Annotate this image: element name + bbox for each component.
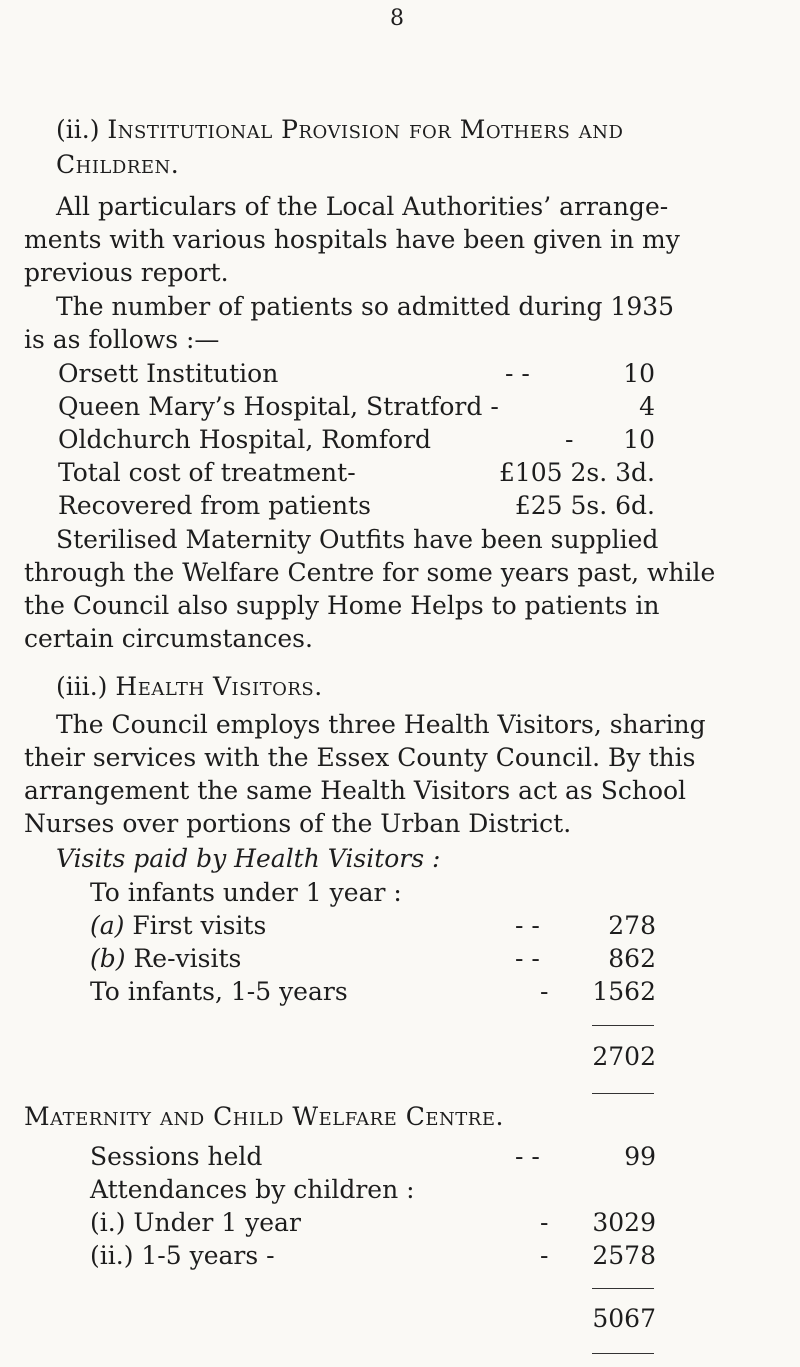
visits-dash: - - [515, 944, 540, 973]
visits-dash: - [540, 977, 549, 1006]
visits-dash: - - [515, 911, 540, 940]
visits-row [90, 909, 266, 943]
paragraph-line: Nurses over portions of the Urban District. [24, 809, 572, 838]
visits-value: 278 [608, 911, 656, 940]
paragraph-line: is as follows :— [24, 325, 220, 354]
sessions-label: Sessions held [90, 1142, 263, 1171]
admission-value: 4 [639, 392, 655, 421]
admission-label: Oldchurch Hospital, Romford [58, 425, 432, 454]
maternity-heading: Maternity and Child Welfare Centre. [24, 1102, 504, 1131]
paragraph-line: The number of patients so admitted during 1935 [56, 292, 675, 321]
visits-value: 862 [608, 944, 656, 973]
section-iii-title: Health Visitors. [115, 672, 323, 701]
visits-label: To infants, 1-5 years [90, 977, 348, 1006]
paragraph-line: previous report. [24, 258, 229, 287]
attendance-value: 3029 [592, 1208, 656, 1237]
paragraph-line: through the Welfare Centre for some years past, while [24, 558, 716, 587]
section-ii-number: (ii.) [56, 115, 100, 144]
paragraph-line: arrangement the same Health Visitors act as School [24, 776, 687, 805]
visits-row [90, 942, 241, 976]
paragraph-line: their services with the Essex County Council. By this [24, 743, 696, 772]
paragraph-line: ments with various hospitals have been given in my [24, 225, 680, 254]
paragraph-line: certain circumstances. [24, 624, 313, 653]
attendances-heading: Attendances by children : [90, 1175, 415, 1204]
admission-value: 10 [623, 359, 655, 388]
paragraph-line: the Council also supply Home Helps to patients in [24, 591, 660, 620]
paragraph-line: All particulars of the Local Authorities’ arrange- [56, 192, 669, 221]
sessions-value: 99 [624, 1142, 656, 1171]
section-iii-heading [56, 672, 323, 701]
section-ii-title: Institutional Provision for Mothers and [107, 115, 624, 144]
visits-letter: (a) [90, 911, 125, 940]
paragraph-line: Sterilised Maternity Outfits have been supplied [56, 525, 659, 554]
visits-label: Re-visits [133, 944, 242, 973]
section-ii-heading [56, 115, 623, 144]
section-ii-title-cont: Children. [56, 150, 180, 179]
visits-heading: Visits paid by Health Visitors : [56, 844, 441, 873]
paragraph-line: The Council employs three Health Visitors, sharing [56, 710, 706, 739]
cost-value: £25 5s. 6d. [514, 491, 655, 520]
attendance-value: 2578 [592, 1241, 656, 1270]
total-rule [592, 1288, 654, 1289]
infants-heading: To infants under 1 year : [90, 878, 402, 907]
attendance-label: (i.) Under 1 year [90, 1208, 301, 1237]
sessions-dash: - - [515, 1142, 540, 1171]
attendance-dash: - [540, 1208, 549, 1237]
total-rule [592, 1093, 654, 1094]
cost-label: Total cost of treatment- [58, 458, 356, 487]
attendance-label: (ii.) 1-5 years - [90, 1241, 275, 1270]
page-number: 8 [390, 6, 404, 31]
visits-total: 2702 [592, 1042, 656, 1071]
section-iii-number: (iii.) [56, 672, 108, 701]
admission-value: 10 [623, 425, 655, 454]
admission-label: Orsett Institution [58, 359, 279, 388]
visits-value: 1562 [592, 977, 656, 1006]
total-rule [592, 1025, 654, 1026]
cost-label: Recovered from patients [58, 491, 371, 520]
attendance-dash: - [540, 1241, 549, 1270]
admission-dash: - - [505, 359, 530, 388]
admission-dash: - [565, 425, 574, 454]
visits-letter: (b) [90, 944, 126, 973]
maternity-total: 5067 [592, 1304, 656, 1333]
admission-label: Queen Mary’s Hospital, Stratford - [58, 392, 499, 421]
visits-label: First visits [132, 911, 267, 940]
cost-value: £105 2s. 3d. [498, 458, 655, 487]
total-rule [592, 1353, 654, 1354]
